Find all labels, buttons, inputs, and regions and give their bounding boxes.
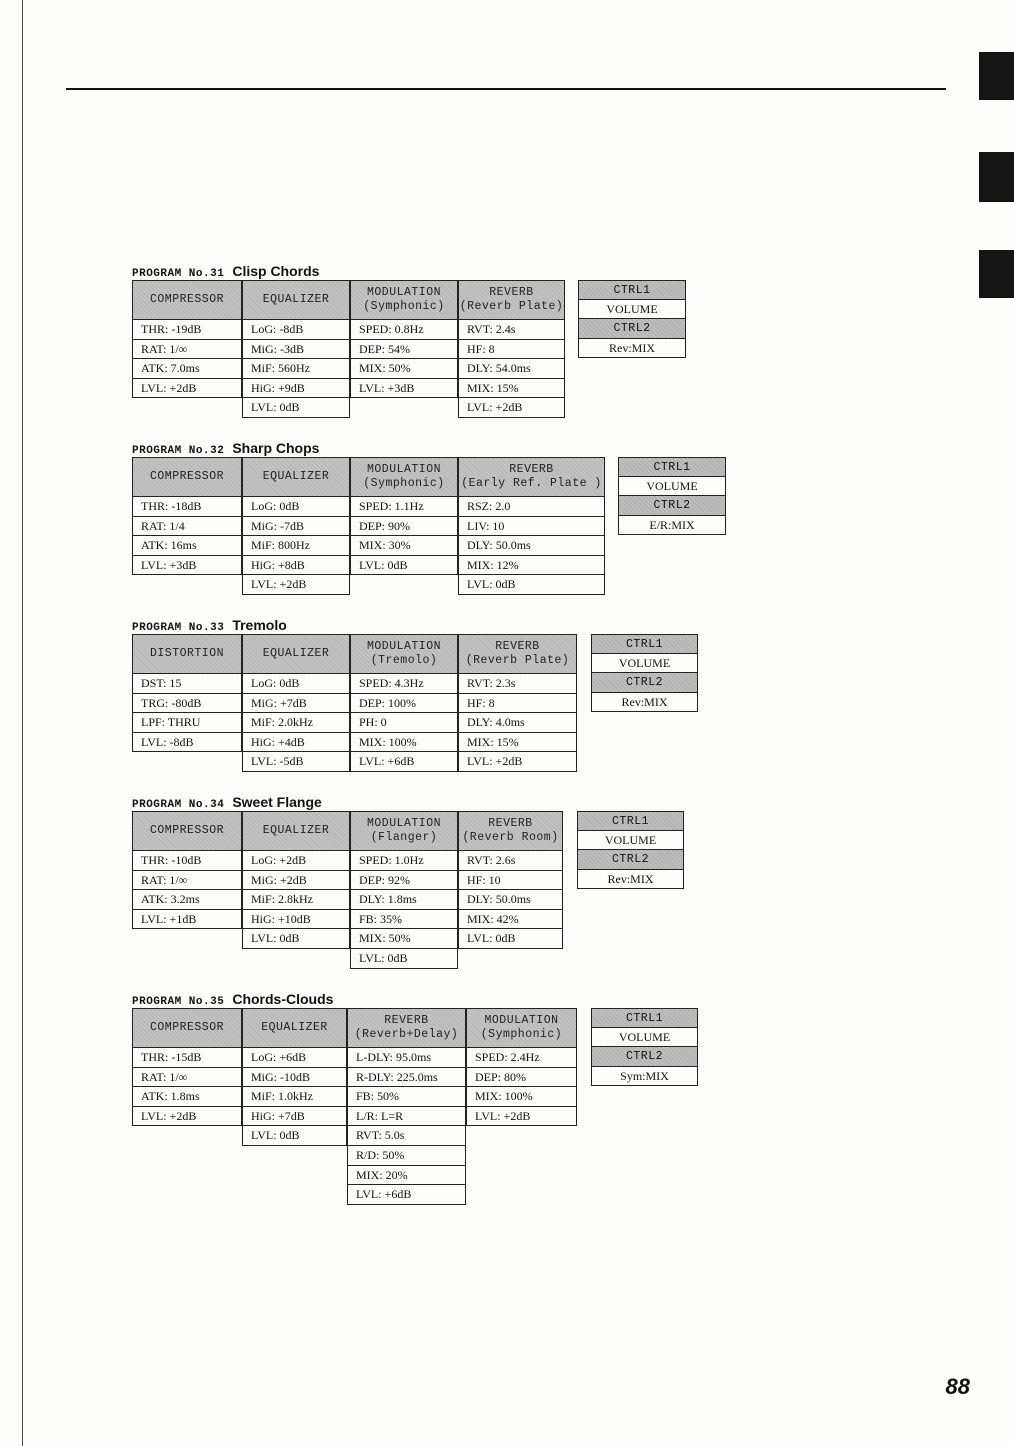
effect-block bbox=[350, 280, 458, 398]
param-value: SPED: 0.8Hz bbox=[350, 320, 458, 340]
program-number: PROGRAM No.32 bbox=[132, 445, 225, 457]
param-value: MiG: +7dB bbox=[242, 694, 350, 714]
param-value: ATK: 1.8ms bbox=[132, 1087, 242, 1107]
effect-type: MODULATION bbox=[366, 463, 441, 476]
param-value: PH: 0 bbox=[350, 713, 458, 733]
effect-type: MODULATION bbox=[366, 640, 441, 653]
ctrl1-label: CTRL1 bbox=[618, 457, 726, 477]
param-value: HiG: +7dB bbox=[242, 1107, 347, 1127]
param-value: HiG: +4dB bbox=[242, 733, 350, 753]
program-heading bbox=[132, 616, 287, 634]
effect-variation: (Tremolo) bbox=[370, 654, 438, 667]
param-value: MiF: 800Hz bbox=[242, 536, 350, 556]
effect-chain bbox=[132, 280, 658, 420]
ctrl2-value: Rev:MIX bbox=[577, 870, 684, 890]
param-value: LVL: +6dB bbox=[347, 1185, 466, 1205]
ctrl2-label: CTRL2 bbox=[577, 850, 684, 870]
param-value: MIX: 20% bbox=[347, 1166, 466, 1186]
param-value: R/D: 50% bbox=[347, 1146, 466, 1166]
ctrl1-label: CTRL1 bbox=[591, 634, 698, 654]
param-value: MiG: -7dB bbox=[242, 517, 350, 537]
effect-block bbox=[132, 280, 242, 398]
effect-block bbox=[350, 811, 458, 969]
param-value: FB: 50% bbox=[347, 1087, 466, 1107]
effect-header bbox=[347, 1008, 466, 1048]
effect-variation: (Symphonic) bbox=[363, 300, 445, 313]
effect-type: REVERB bbox=[509, 463, 554, 476]
effect-header bbox=[466, 1008, 577, 1048]
effect-block bbox=[458, 457, 605, 595]
param-value: ATK: 3.2ms bbox=[132, 890, 242, 910]
param-value: ATK: 7.0ms bbox=[132, 359, 242, 379]
param-value: LVL: -8dB bbox=[132, 733, 242, 753]
effect-header bbox=[458, 457, 605, 497]
ctrl1-value: VOLUME bbox=[577, 831, 684, 851]
effect-header bbox=[458, 634, 577, 674]
effect-variation: (Reverb+Delay) bbox=[354, 1028, 459, 1041]
param-value: RVT: 5.0s bbox=[347, 1126, 466, 1146]
effect-type: REVERB bbox=[489, 286, 534, 299]
param-value: MiG: +2dB bbox=[242, 871, 350, 891]
program-section bbox=[132, 793, 657, 965]
program-name: Clisp Chords bbox=[232, 263, 320, 279]
effect-variation: (Symphonic) bbox=[363, 477, 445, 490]
param-value: RVT: 2.6s bbox=[458, 851, 563, 871]
param-value: DEP: 54% bbox=[350, 340, 458, 360]
effect-block bbox=[132, 457, 242, 575]
effect-header bbox=[132, 634, 242, 674]
program-number: PROGRAM No.33 bbox=[132, 622, 225, 634]
param-value: LoG: 0dB bbox=[242, 497, 350, 517]
controller-assignment bbox=[591, 634, 698, 712]
program-name: Sweet Flange bbox=[232, 794, 322, 810]
param-value: RVT: 2.4s bbox=[458, 320, 565, 340]
param-value: LVL: 0dB bbox=[350, 949, 458, 969]
effect-variation: (Reverb Room) bbox=[462, 831, 559, 844]
param-value: LVL: +2dB bbox=[132, 1107, 242, 1127]
controller-assignment bbox=[591, 1008, 698, 1086]
program-name: Chords-Clouds bbox=[232, 991, 334, 1007]
param-value: HF: 10 bbox=[458, 871, 563, 891]
effect-block bbox=[242, 1008, 347, 1146]
effect-block bbox=[242, 811, 350, 949]
effect-block bbox=[132, 634, 242, 752]
effect-block bbox=[458, 811, 563, 949]
param-value: MiG: -10dB bbox=[242, 1068, 347, 1088]
param-value: MIX: 42% bbox=[458, 910, 563, 930]
effect-type: DISTORTION bbox=[149, 647, 224, 660]
param-value: LVL: +3dB bbox=[350, 379, 458, 399]
param-value: THR: -15dB bbox=[132, 1048, 242, 1068]
program-section bbox=[132, 439, 698, 597]
param-value: LoG: +6dB bbox=[242, 1048, 347, 1068]
program-heading bbox=[132, 793, 322, 811]
param-value: HiG: +8dB bbox=[242, 556, 350, 576]
param-value: R-DLY: 225.0ms bbox=[347, 1068, 466, 1088]
param-value: THR: -10dB bbox=[132, 851, 242, 871]
param-value: SPED: 2.4Hz bbox=[466, 1048, 577, 1068]
param-value: DEP: 80% bbox=[466, 1068, 577, 1088]
param-value: DLY: 50.0ms bbox=[458, 890, 563, 910]
param-value: LVL: +2dB bbox=[458, 398, 565, 418]
param-value: RAT: 1/∞ bbox=[132, 340, 242, 360]
param-value: MIX: 50% bbox=[350, 359, 458, 379]
effect-variation: (Symphonic) bbox=[480, 1028, 563, 1041]
param-value: LVL: +2dB bbox=[466, 1107, 577, 1127]
program-heading bbox=[132, 262, 319, 280]
effect-header bbox=[350, 634, 458, 674]
param-value: DEP: 90% bbox=[350, 517, 458, 537]
effect-block bbox=[242, 634, 350, 772]
effect-type: REVERB bbox=[488, 817, 533, 830]
param-value: RAT: 1/∞ bbox=[132, 1068, 242, 1088]
program-section bbox=[132, 616, 671, 774]
param-value: MIX: 100% bbox=[466, 1087, 577, 1107]
effect-type: COMPRESSOR bbox=[149, 824, 224, 837]
effect-variation: (Reverb Plate) bbox=[465, 654, 570, 667]
param-value: LIV: 10 bbox=[458, 517, 605, 537]
effect-type: EQUALIZER bbox=[262, 470, 330, 483]
effect-type: EQUALIZER bbox=[262, 647, 330, 660]
param-value: DLY: 50.0ms bbox=[458, 536, 605, 556]
param-value: LoG: +2dB bbox=[242, 851, 350, 871]
param-value: LVL: +3dB bbox=[132, 556, 242, 576]
param-value: LVL: 0dB bbox=[242, 398, 350, 418]
effect-type: EQUALIZER bbox=[262, 293, 330, 306]
param-value: DST: 15 bbox=[132, 674, 242, 694]
ctrl1-label: CTRL1 bbox=[578, 280, 686, 300]
section-tab-marker bbox=[979, 250, 1014, 298]
param-value: MiF: 560Hz bbox=[242, 359, 350, 379]
param-value: THR: -18dB bbox=[132, 497, 242, 517]
effect-header bbox=[242, 457, 350, 497]
param-value: DLY: 4.0ms bbox=[458, 713, 577, 733]
section-tab-marker bbox=[979, 52, 1014, 100]
effect-block bbox=[132, 811, 242, 929]
param-value: MIX: 50% bbox=[350, 929, 458, 949]
ctrl1-value: VOLUME bbox=[591, 654, 698, 674]
effect-type: MODULATION bbox=[366, 817, 441, 830]
param-value: LVL: 0dB bbox=[242, 929, 350, 949]
effect-header bbox=[132, 811, 242, 851]
param-value: FB: 35% bbox=[350, 910, 458, 930]
controller-assignment bbox=[618, 457, 726, 535]
program-name: Tremolo bbox=[232, 617, 287, 633]
effect-header bbox=[458, 280, 565, 320]
ctrl1-label: CTRL1 bbox=[577, 811, 684, 831]
ctrl2-label: CTRL2 bbox=[591, 673, 698, 693]
effect-type: COMPRESSOR bbox=[149, 1021, 224, 1034]
effect-type: EQUALIZER bbox=[262, 824, 330, 837]
page-number: 88 bbox=[945, 1374, 970, 1399]
effect-header bbox=[458, 811, 563, 851]
param-value: DEP: 92% bbox=[350, 871, 458, 891]
ctrl2-label: CTRL2 bbox=[618, 496, 726, 516]
effect-header bbox=[132, 280, 242, 320]
param-value: MIX: 15% bbox=[458, 733, 577, 753]
param-value: MiF: 1.0kHz bbox=[242, 1087, 347, 1107]
param-value: LVL: +6dB bbox=[350, 752, 458, 772]
effect-chain bbox=[132, 1008, 671, 1202]
effect-chain bbox=[132, 811, 657, 965]
program-heading bbox=[132, 439, 319, 457]
param-value: TRG: -80dB bbox=[132, 694, 242, 714]
program-section bbox=[132, 262, 658, 420]
effect-header bbox=[242, 634, 350, 674]
ctrl1-value: VOLUME bbox=[591, 1028, 698, 1048]
param-value: LVL: 0dB bbox=[242, 1126, 347, 1146]
param-value: LVL: +2dB bbox=[458, 752, 577, 772]
effect-header bbox=[350, 457, 458, 497]
effect-header bbox=[242, 280, 350, 320]
param-value: HiG: +10dB bbox=[242, 910, 350, 930]
param-value: HF: 8 bbox=[458, 340, 565, 360]
param-value: RAT: 1/4 bbox=[132, 517, 242, 537]
effect-block bbox=[242, 280, 350, 418]
param-value: MIX: 30% bbox=[350, 536, 458, 556]
effect-variation: (Flanger) bbox=[370, 831, 438, 844]
param-value: MiF: 2.8kHz bbox=[242, 890, 350, 910]
param-value: MIX: 100% bbox=[350, 733, 458, 753]
param-value: LVL: +2dB bbox=[242, 575, 350, 595]
header-rule bbox=[66, 88, 946, 90]
effect-header bbox=[242, 811, 350, 851]
param-value: LVL: 0dB bbox=[458, 929, 563, 949]
effect-block bbox=[347, 1008, 466, 1205]
ctrl2-value: E/R:MIX bbox=[618, 516, 726, 536]
param-value: LVL: 0dB bbox=[350, 556, 458, 576]
param-value: MiG: -3dB bbox=[242, 340, 350, 360]
param-value: MIX: 15% bbox=[458, 379, 565, 399]
effect-chain bbox=[132, 634, 671, 774]
param-value: L-DLY: 95.0ms bbox=[347, 1048, 466, 1068]
param-value: RSZ: 2.0 bbox=[458, 497, 605, 517]
ctrl1-value: VOLUME bbox=[618, 477, 726, 497]
param-value: SPED: 1.1Hz bbox=[350, 497, 458, 517]
effect-header bbox=[132, 457, 242, 497]
param-value: MIX: 12% bbox=[458, 556, 605, 576]
program-number: PROGRAM No.34 bbox=[132, 799, 225, 811]
effect-type: EQUALIZER bbox=[261, 1021, 328, 1034]
param-value: HiG: +9dB bbox=[242, 379, 350, 399]
effect-block bbox=[466, 1008, 577, 1126]
ctrl1-value: VOLUME bbox=[578, 300, 686, 320]
program-number: PROGRAM No.31 bbox=[132, 268, 225, 280]
param-value: LVL: -5dB bbox=[242, 752, 350, 772]
ctrl1-label: CTRL1 bbox=[591, 1008, 698, 1028]
section-tab-marker bbox=[979, 152, 1014, 202]
ctrl2-value: Sym:MIX bbox=[591, 1067, 698, 1087]
effect-block bbox=[350, 634, 458, 772]
param-value: DLY: 1.8ms bbox=[350, 890, 458, 910]
ctrl2-label: CTRL2 bbox=[578, 319, 686, 339]
param-value: RAT: 1/∞ bbox=[132, 871, 242, 891]
param-value: LoG: 0dB bbox=[242, 674, 350, 694]
effect-variation: (Early Ref. Plate ) bbox=[461, 477, 602, 490]
param-value: SPED: 4.3Hz bbox=[350, 674, 458, 694]
param-value: SPED: 1.0Hz bbox=[350, 851, 458, 871]
param-value: RVT: 2.3s bbox=[458, 674, 577, 694]
controller-assignment bbox=[577, 811, 684, 889]
param-value: MiF: 2.0kHz bbox=[242, 713, 350, 733]
controller-assignment bbox=[578, 280, 686, 358]
param-value: ATK: 16ms bbox=[132, 536, 242, 556]
effect-header bbox=[350, 280, 458, 320]
effect-type: COMPRESSOR bbox=[149, 293, 224, 306]
program-section bbox=[132, 990, 671, 1202]
page-margin-line bbox=[22, 0, 23, 1446]
effect-block bbox=[458, 634, 577, 772]
effect-block bbox=[350, 457, 458, 575]
param-value: LVL: +1dB bbox=[132, 910, 242, 930]
effect-block bbox=[242, 457, 350, 595]
effect-type: MODULATION bbox=[366, 286, 441, 299]
effect-block bbox=[458, 280, 565, 418]
effect-block bbox=[132, 1008, 242, 1126]
ctrl2-value: Rev:MIX bbox=[578, 339, 686, 359]
param-value: LoG: -8dB bbox=[242, 320, 350, 340]
param-value: LPF: THRU bbox=[132, 713, 242, 733]
effect-chain bbox=[132, 457, 698, 597]
effect-type: COMPRESSOR bbox=[149, 470, 224, 483]
param-value: DEP: 100% bbox=[350, 694, 458, 714]
effect-header bbox=[132, 1008, 242, 1048]
ctrl2-label: CTRL2 bbox=[591, 1047, 698, 1067]
program-number: PROGRAM No.35 bbox=[132, 996, 225, 1008]
program-name: Sharp Chops bbox=[232, 440, 320, 456]
param-value: THR: -19dB bbox=[132, 320, 242, 340]
effect-type: REVERB bbox=[495, 640, 540, 653]
program-heading bbox=[132, 990, 333, 1008]
param-value: HF: 8 bbox=[458, 694, 577, 714]
param-value: L/R: L=R bbox=[347, 1107, 466, 1127]
param-value: LVL: 0dB bbox=[458, 575, 605, 595]
effect-type: MODULATION bbox=[484, 1014, 559, 1027]
effect-header bbox=[350, 811, 458, 851]
param-value: LVL: +2dB bbox=[132, 379, 242, 399]
effect-type: REVERB bbox=[384, 1014, 429, 1027]
ctrl2-value: Rev:MIX bbox=[591, 693, 698, 713]
param-value: DLY: 54.0ms bbox=[458, 359, 565, 379]
effect-header bbox=[242, 1008, 347, 1048]
effect-variation: (Reverb Plate) bbox=[459, 300, 564, 313]
